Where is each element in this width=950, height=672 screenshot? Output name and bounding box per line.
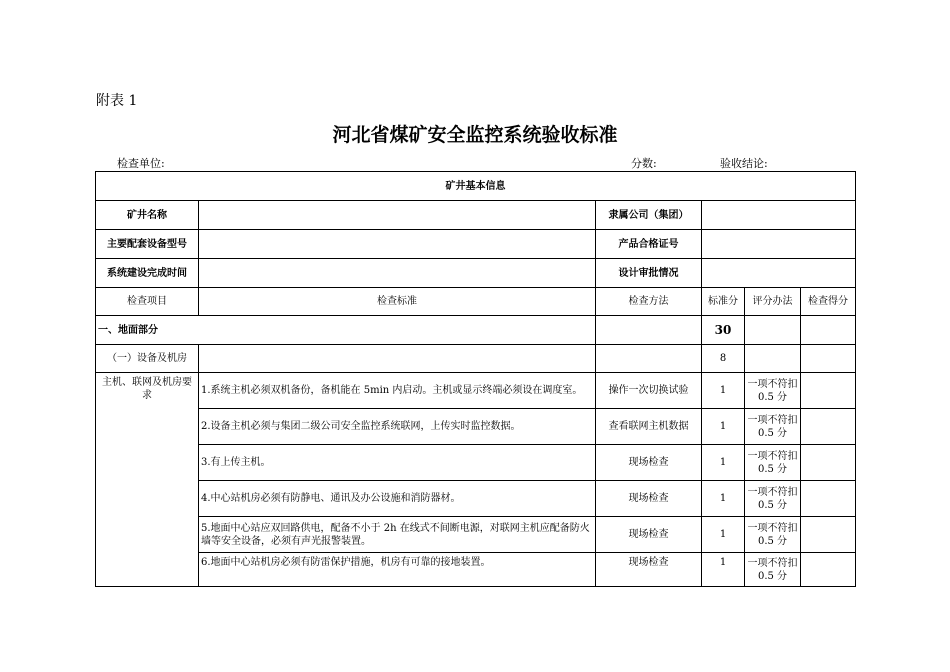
criterion-text: 4.中心站机房必须有防静电、通讯及办公设施和消防器材。 bbox=[199, 481, 596, 517]
subsection-equipment-score: 8 bbox=[702, 345, 745, 373]
certificate-label: 产品合格证号 bbox=[596, 230, 702, 259]
inspection-score bbox=[801, 409, 856, 445]
standard-score: 1 bbox=[702, 553, 745, 587]
standard-score: 1 bbox=[702, 373, 745, 409]
check-method: 现场检查 bbox=[596, 553, 702, 587]
inspection-unit-label: 检查单位: bbox=[117, 157, 165, 170]
standard-score: 1 bbox=[702, 517, 745, 553]
column-header: 标准分 bbox=[702, 288, 745, 316]
inspection-score bbox=[801, 553, 856, 587]
equipment-model-value bbox=[199, 230, 596, 259]
scoring-rule: 一项不符扣 0.5 分 bbox=[745, 553, 801, 587]
company-label: 隶属公司（集团） bbox=[596, 201, 702, 230]
column-header: 检查方法 bbox=[596, 288, 702, 316]
column-header: 检查项目 bbox=[96, 288, 199, 316]
standard-score: 1 bbox=[702, 481, 745, 517]
empty-cell bbox=[801, 345, 856, 373]
score-label: 分数: bbox=[631, 157, 657, 170]
check-method: 查看联网主机数据 bbox=[596, 409, 702, 445]
design-approval-value bbox=[702, 259, 856, 288]
check-method: 操作一次切换试验 bbox=[596, 373, 702, 409]
design-approval-label: 设计审批情况 bbox=[596, 259, 702, 288]
completion-time-value bbox=[199, 259, 596, 288]
appendix-label: 附表 1 bbox=[96, 93, 138, 109]
criterion-text: 6.地面中心站机房必须有防雷保护措施，机房有可靠的接地装置。 bbox=[199, 553, 596, 587]
section-ground-label: 一、地面部分 bbox=[96, 316, 596, 345]
acceptance-standard-table bbox=[95, 171, 856, 587]
column-header: 检查得分 bbox=[801, 288, 856, 316]
conclusion-label: 验收结论: bbox=[720, 157, 768, 170]
mine-name-value bbox=[199, 201, 596, 230]
column-header: 评分办法 bbox=[745, 288, 801, 316]
criterion-text: 1.系统主机必须双机备份，备机能在 5min 内启动。主机或显示终端必须设在调度室。 bbox=[199, 373, 596, 409]
empty-cell bbox=[596, 316, 702, 345]
empty-cell bbox=[596, 345, 702, 373]
empty-cell bbox=[745, 345, 801, 373]
section-ground-score: 30 bbox=[702, 316, 745, 345]
subsection-equipment-label: （一）设备及机房 bbox=[96, 345, 199, 373]
check-method: 现场检查 bbox=[596, 481, 702, 517]
inspection-score bbox=[801, 517, 856, 553]
criterion-text: 3.有上传主机。 bbox=[199, 445, 596, 481]
empty-cell bbox=[199, 345, 596, 373]
inspection-score bbox=[801, 481, 856, 517]
empty-cell bbox=[801, 316, 856, 345]
scoring-rule: 一项不符扣 0.5 分 bbox=[745, 373, 801, 409]
check-method: 现场检查 bbox=[596, 445, 702, 481]
scoring-rule: 一项不符扣 0.5 分 bbox=[745, 481, 801, 517]
completion-time-label: 系统建设完成时间 bbox=[96, 259, 199, 288]
scoring-rule: 一项不符扣 0.5 分 bbox=[745, 445, 801, 481]
criterion-text: 2.设备主机必须与集团二级公司安全监控系统联网，上传实时监控数据。 bbox=[199, 409, 596, 445]
scoring-rule: 一项不符扣 0.5 分 bbox=[745, 517, 801, 553]
group-host-network-label: 主机、联网及机房要求 bbox=[96, 373, 199, 587]
column-header: 检查标准 bbox=[199, 288, 596, 316]
equipment-model-label: 主要配套设备型号 bbox=[96, 230, 199, 259]
standard-score: 1 bbox=[702, 445, 745, 481]
scoring-rule: 一项不符扣 0.5 分 bbox=[745, 409, 801, 445]
certificate-value bbox=[702, 230, 856, 259]
inspection-score bbox=[801, 445, 856, 481]
empty-cell bbox=[745, 316, 801, 345]
standard-score: 1 bbox=[702, 409, 745, 445]
mine-name-label: 矿井名称 bbox=[96, 201, 199, 230]
document-title: 河北省煤矿安全监控系统验收标准 bbox=[332, 124, 618, 146]
criterion-text: 5.地面中心站应双回路供电，配备不小于 2h 在线式不间断电源，对联网主机应配备防火墙等安全设备，必须有声光报警装置。 bbox=[199, 517, 596, 553]
check-method: 现场检查 bbox=[596, 517, 702, 553]
mine-info-header: 矿井基本信息 bbox=[96, 172, 856, 201]
inspection-score bbox=[801, 373, 856, 409]
company-value bbox=[702, 201, 856, 230]
